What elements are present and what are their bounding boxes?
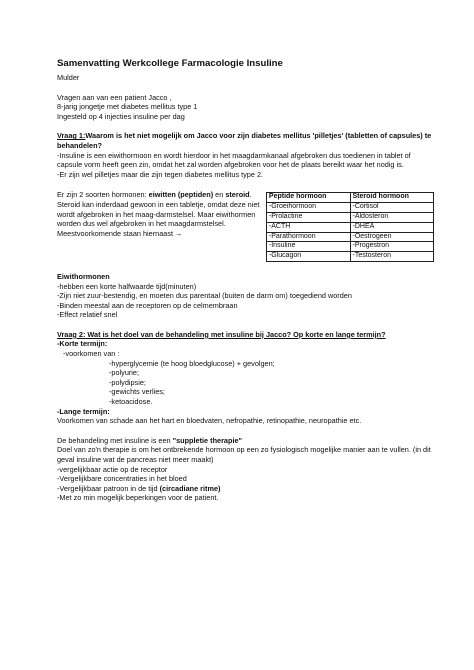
question-2 [57,330,434,426]
table-cell: -DHEA [350,222,434,232]
table-cell: -Prolactine [266,212,350,222]
list-item: -ketoacidose. [109,397,153,407]
list-item: -polyurie; [109,368,140,378]
list-item [57,484,434,494]
table-row [266,203,433,213]
doc-title: Samenvatting Werkcollege Farmacologie Insuline [57,58,283,69]
therapy-text: -Vergelijkbaar patroon in de tijd [57,483,160,493]
table-cell: -ACTH [266,222,350,232]
hormones-bold: eiwitten (peptiden) [148,190,214,200]
table-row [266,212,433,222]
eiwithormonen-section [57,272,434,320]
hormones-text: en [213,190,226,200]
list-item: -Vergelijkbare concentraties in het bloed [57,474,187,484]
question-2-question: Wat is het doel van de behandeling met insuline bij Jacco? Op korte en lange termijn? [85,329,386,339]
therapy-bold: (circadiane ritme) [159,483,221,493]
list-item: -Effect relatief snel [57,310,118,320]
prevent-label: -voorkomen van : [63,349,120,359]
long-term-heading: -Lange termijn: [57,406,110,416]
table-cell: -Progestron [350,242,434,252]
list-item: -Zijn niet zuur-bestendig, en moeten dus parentaal (buiten de darm om) toegediend worden [57,291,352,301]
intro-line: Vragen aan van een patient Jacco , [57,92,172,102]
therapy-goal: Doel van zo'n therapie is om het ontbrekende hormoon op een zo fysiologisch mogelijke manier aan te vullen. (in dit geval insuline wat de pancreas niet meer maakt) [57,445,431,465]
list-item: -hebben een korte halfwaarde tijd(minuten) [57,281,197,291]
hormones-text: . Steroid kan inderdaad gewoon in een tabletje, omdat deze niet wordt afgebroken in het maag-darmstelsel. Maar eiwithormen worden dus wel afgebroken in het maagdarmstelsel. Meestvoorkomende staan hiernaast [57,190,260,238]
intro-line: Ingesteld op 4 injecties insuline per dag [57,111,185,121]
answer-line: -Er zijn wel pilletjes maar die zijn tegen diabetes mellitus type 2. [57,169,264,179]
table-cell: -Insuline [266,242,350,252]
list-item: -vergelijkbaar actie op de receptor [57,464,168,474]
list-item: -Met zo min mogelijk beperkingen voor de patient. [57,493,219,503]
list-item: -Binden meestal aan de receptoren op de celmembraan [57,300,238,310]
table-cell: -Aldosteron [350,212,434,222]
table-row [266,252,433,262]
hormone-table-wrap [266,192,434,262]
long-term-text: Voorkomen van schade aan het hart en bloedvaten, nefropathie, retinopathie, neuropathie etc. [57,416,362,426]
question-2-label: Vraag 2: [57,329,86,339]
list-item: -gewichts verlies; [109,387,165,397]
short-term-heading: -Korte termijn: [57,339,108,349]
intro-block [57,93,434,122]
question-1 [57,131,434,179]
table-header-row [266,193,433,203]
hormones-section [57,190,434,262]
table-row [266,242,433,252]
table-cell: -Groeihormoon [266,203,350,213]
question-1-question: Waarom is het niet mogelijk om Jacco voor zijn diabetes mellitus 'pilletjes' (tabletten of capsules) te behandelen? [57,131,432,150]
table-header: Peptide hormoon [266,193,350,203]
hormones-paragraph [57,190,262,262]
question-2-text [57,330,434,340]
therapy-bold: "suppletie therapie" [172,435,242,445]
therapy-intro [57,436,434,446]
table-cell: -Glucagon [266,252,350,262]
therapy-text: De behandeling met insuline is een [57,435,173,445]
list-item: -polydipsie; [109,377,146,387]
hormones-text: Er zijn 2 soorten hormonen: [57,190,149,200]
therapy-section [57,436,434,503]
arrow-right-icon: → [175,228,183,238]
question-1-text [57,131,434,150]
list-item: -hyperglycemie (te hoog bloedglucose) + gevolgen; [109,358,275,368]
table-header: Steroid hormoon [350,193,434,203]
table-row [266,222,433,232]
intro-line: 8-jarig jongetje met diabetes mellitus type 1 [57,102,198,112]
section-heading: Eiwithormonen [57,271,110,281]
answer-line: -Insuline is een eiwithormoon en wordt hierdoor in het maagdarmkanaal afgebroken dus toedienen in tablet of capsule vorm heeft geen zin, omdat het zal worden afgebroken voor het de plaats bereikt waar het nodig is. [57,150,411,170]
table-cell: -Cortisol [350,203,434,213]
hormone-table [266,192,434,262]
table-row [266,232,433,242]
table-cell: -Testosteron [350,252,434,262]
doc-author: Mulder [57,73,80,82]
table-cell: -Parathormoon [266,232,350,242]
table-cell: -Oestrogeen [350,232,434,242]
hormones-bold: steroid [225,190,250,200]
question-1-label: Vraag 1: [57,131,86,141]
